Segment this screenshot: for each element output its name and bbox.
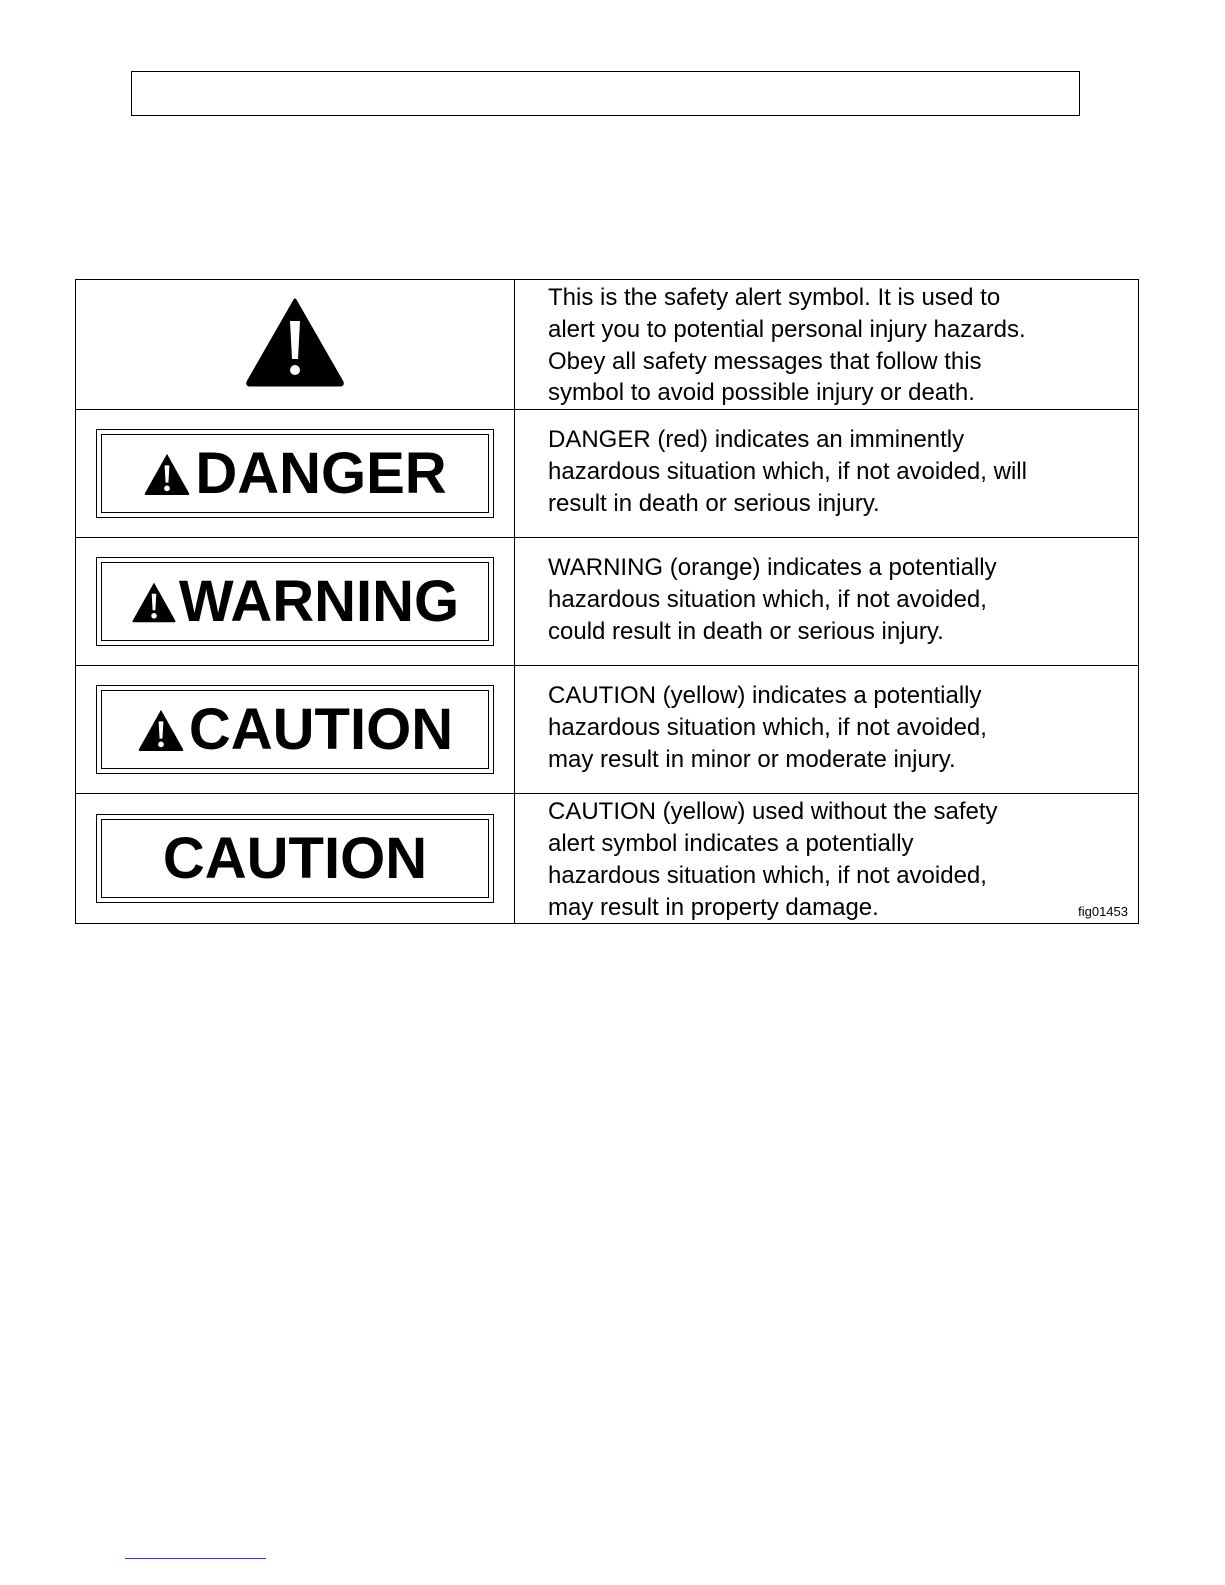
description-line: may result in property damage. xyxy=(548,893,879,921)
description-cell xyxy=(515,280,1139,410)
caution-sign xyxy=(96,685,494,774)
figure-id: fig01453 xyxy=(1078,904,1128,920)
warning-sign xyxy=(96,557,494,646)
description-text xyxy=(515,410,1138,519)
description-line: alert symbol indicates a potentially xyxy=(548,829,914,857)
description-text xyxy=(515,794,1138,923)
sign-cell xyxy=(76,666,515,794)
description-line: may result in minor or moderate injury. xyxy=(548,745,956,773)
description-text xyxy=(515,538,1138,647)
footer-link-underline[interactable] xyxy=(125,1558,266,1559)
sign-cell xyxy=(76,538,515,666)
description-text xyxy=(515,666,1138,775)
description-line: CAUTION (yellow) used without the safety xyxy=(548,798,998,826)
header-box xyxy=(131,71,1080,116)
description-line: result in death or serious injury. xyxy=(548,489,880,517)
table-row xyxy=(76,410,1139,538)
description-line: This is the safety alert symbol. It is used to xyxy=(548,284,1001,311)
description-line: DANGER (red) indicates an imminently xyxy=(548,426,965,454)
description-line: symbol to avoid possible injury or death. xyxy=(548,379,975,407)
sign-cell xyxy=(76,794,515,924)
description-cell xyxy=(515,794,1139,924)
signal-word: WARNING xyxy=(178,568,460,634)
alert-triangle-icon xyxy=(131,580,177,624)
description-line: CAUTION (yellow) indicates a potentially xyxy=(548,682,982,710)
alert-triangle-icon xyxy=(143,452,191,496)
description-line: hazardous situation which, if not avoided, xyxy=(548,861,987,889)
safety-alert-symbol-icon xyxy=(245,297,345,387)
description-line: WARNING (orange) indicates a potentially xyxy=(548,554,997,582)
table-row xyxy=(76,280,1139,410)
table-row xyxy=(76,794,1139,924)
description-cell xyxy=(515,410,1139,538)
description-line: hazardous situation which, if not avoided, xyxy=(548,713,987,741)
description-line: Obey all safety messages that follow this xyxy=(548,347,982,375)
sign-cell xyxy=(76,280,515,410)
table-row xyxy=(76,666,1139,794)
alert-triangle-icon xyxy=(137,708,185,752)
danger-sign xyxy=(96,429,494,518)
signal-word: CAUTION xyxy=(162,825,428,891)
description-line: hazardous situation which, if not avoided, xyxy=(548,585,987,613)
signal-word: CAUTION xyxy=(188,696,454,762)
sign-cell xyxy=(76,410,515,538)
description-cell xyxy=(515,538,1139,666)
signal-word: DANGER xyxy=(195,440,447,506)
description-line: hazardous situation which, if not avoided, will xyxy=(548,457,1027,485)
description-line: alert you to potential personal injury hazards. xyxy=(548,315,1026,343)
description-text xyxy=(515,280,1138,409)
safety-symbol-table xyxy=(75,279,1139,924)
table-row xyxy=(76,538,1139,666)
description-line: could result in death or serious injury. xyxy=(548,617,944,645)
caution-sign-no-symbol xyxy=(96,814,494,903)
description-cell xyxy=(515,666,1139,794)
